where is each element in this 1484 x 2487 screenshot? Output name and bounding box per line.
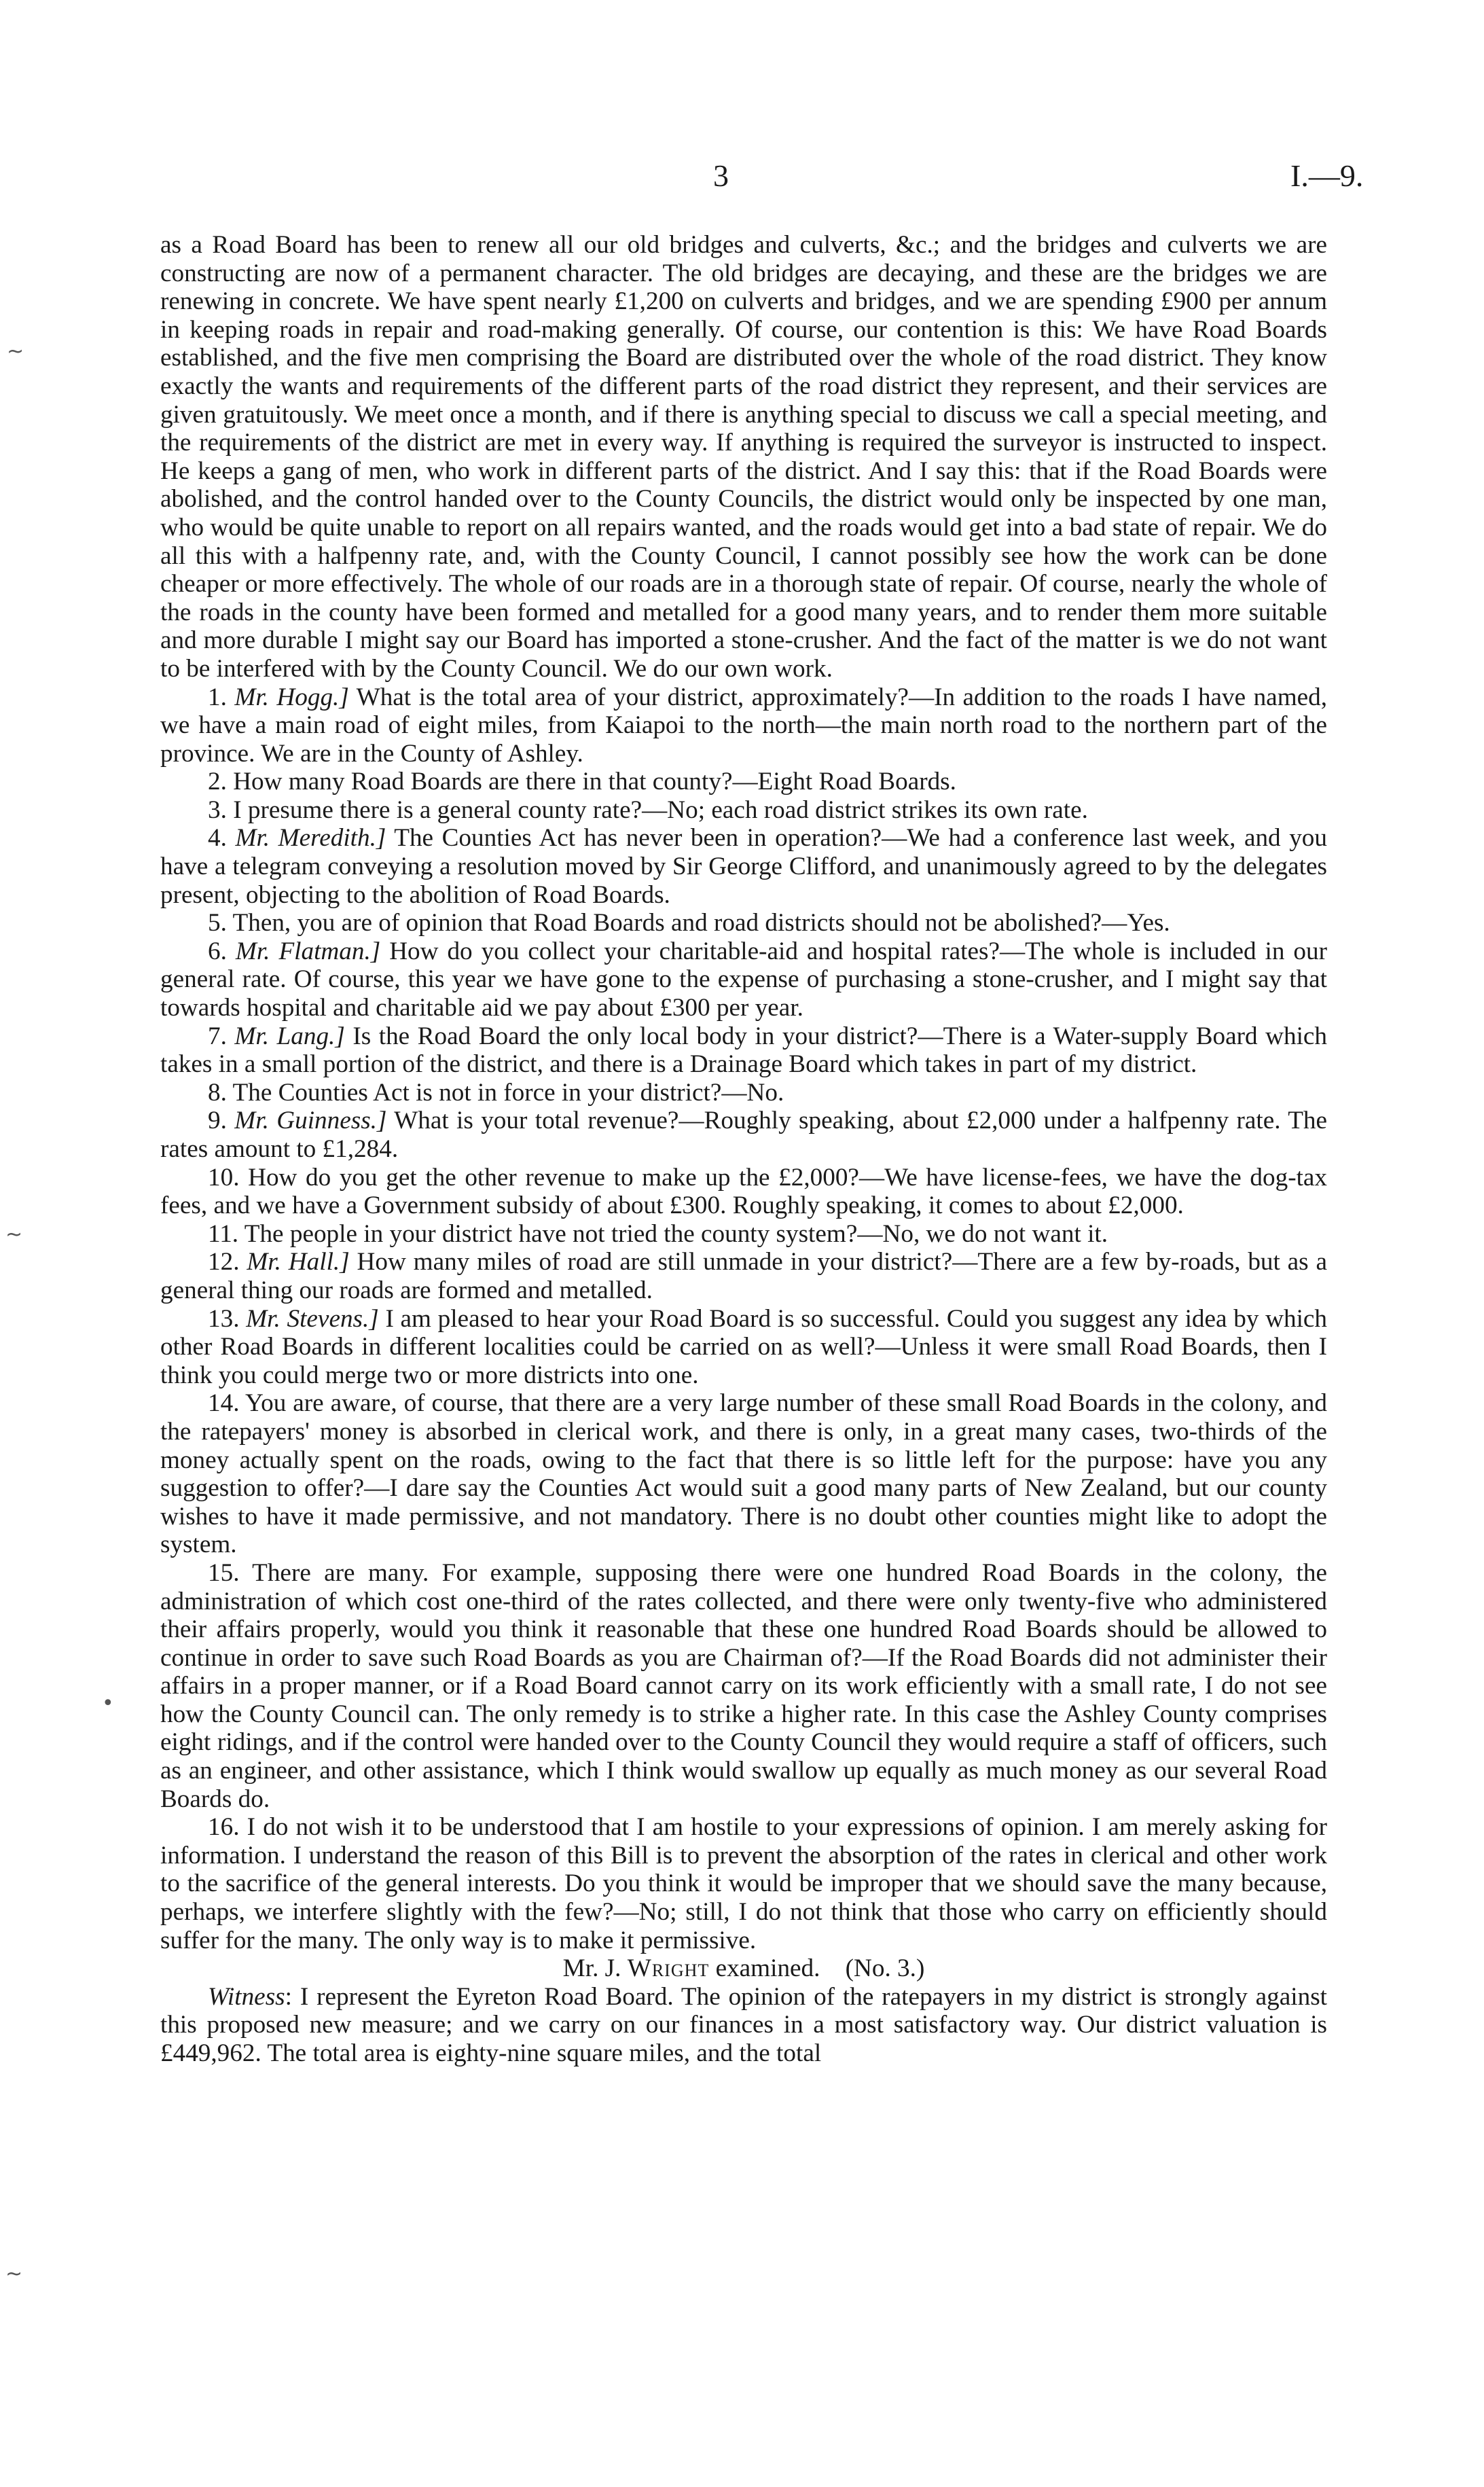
question-number: 7. [208, 1022, 227, 1050]
question-number: 14. [208, 1389, 240, 1418]
question-number: 15. [208, 1558, 240, 1587]
question-number: 12. [208, 1248, 240, 1276]
question-text: How many miles of road are still unmade in your district?—There are a few by-roads, but as a general thing our roads are formed and metalled. [160, 1248, 1327, 1304]
question-paragraph [160, 1389, 1327, 1559]
margin-mark: ~ [7, 340, 24, 363]
question-text: I presume there is a general county rate?—No; each road district strikes its own rate. [233, 795, 1088, 824]
question-text: The Counties Act is not in force in your district?—No. [232, 1078, 784, 1107]
question-text: Is the Road Board the only local body in your district?—There is a Water-supply Board which takes in a small portion of the district, and there is a Drainage Board which takes in part of my district. [160, 1022, 1327, 1079]
questioner-name: Mr. Hogg.] [234, 683, 349, 711]
question-paragraph [160, 909, 1327, 937]
question-number: 2. [208, 768, 227, 796]
question-text: How do you get the other revenue to make up the £2,000?—We have license-fees, we have the dog-tax fees, and we have a Government subsidy of about £300. Roughly speaking, it comes to about £2,000. [160, 1163, 1328, 1220]
question-number: 9. [208, 1107, 227, 1135]
opening-paragraph: as a Road Board has been to renew all our old bridges and culverts, &c.; and the bridges and culverts we are constructing are now of a permanent character. The old bridges are decaying, and these are the bridges we are renewing in concrete. We have spent nearly £1,200 on culverts and bridges, and we are spending £900 per annum in keeping roads in repair and road-making generally. Of course, our contention is this: We have Road Boards established, and the five men comprising the Board are distributed over the whole of the road district. They know exactly the wants and requirements of the different parts of the road district they represent, and their services are given gratuitously. We meet once a month, and if there is anything special to discuss we call a special meeting, and the requirements of the district are met in every way. If anything is required the surveyor is instructed to inspect. He keeps a gang of men, who work in different parts of the district. And I say this: that if the Road Boards were abolished, and the control handed over to the County Councils, the district would only be inspected by one man, who would be quite unable to report on all repairs wanted, and the roads would get into a bad state of repair. We do all this with a halfpenny rate, and, with the County Council, I cannot possibly see how the work can be done cheaper or more effectively. The whole of our roads are in a thorough state of repair. Of course, nearly the whole of the roads in the county have been formed and metalled for a good many years, and to render them more suitable and more durable I might say our Board has imported a stone-crusher. And the fact of the matter is we do not want to be interfered with by the County Council. We do our own work. [160, 231, 1327, 683]
question-text: The Counties Act has never been in operation?—We had a conference last week, and you have a telegram conveying a resolution moved by Sir George Clifford, and unanimously agreed to by the delegates present, objecting to the abolition of Road Boards. [160, 824, 1327, 909]
question-paragraph [160, 1305, 1327, 1390]
margin-mark: ~ [5, 1223, 23, 1247]
margin-mark: ~ [5, 2262, 23, 2286]
question-paragraph [160, 1079, 1327, 1107]
questioner-name: Mr. Stevens.] [246, 1304, 379, 1333]
questioner-name: Mr. Hall.] [247, 1248, 350, 1276]
question-number: 3. [208, 795, 227, 824]
question-number: 5. [208, 909, 227, 937]
question-text: You are aware, of course, that there are a very large number of these small Road Boards in the colony, and the ratepayers' money is absorbed in clerical work, and there is only, in a great many cases, two-thirds of the money actually spent on the roads, owing to the fact that there is so little left for the purpose: have you any suggestion to offer?—I dare say the Counties Act would suit a good many parts of New Zealand, but our county wishes to have it made permissive, and not mandatory. There is no doubt other counties might like to adopt the system. [160, 1389, 1327, 1559]
question-number: 16. [208, 1813, 240, 1842]
question-number: 8. [208, 1078, 227, 1107]
question-text: I am pleased to hear your Road Board is so successful. Could you suggest any idea by which other Road Boards in different localities could be carried on as well?—Unless it were small Road Boards, then I think you could merge two or more districts into one. [160, 1304, 1327, 1389]
question-text: What is the total area of your district, approximately?—In addition to the roads I have named, we have a main road of eight miles, from Kaiapoi to the north—the main north road to the northern part of the province. We are in the County of Ashley. [160, 683, 1328, 768]
question-number: 1. [208, 683, 227, 711]
questioner-name: Mr. Flatman.] [235, 937, 381, 965]
document-reference: I.—9. [1290, 158, 1364, 193]
question-number: 13. [208, 1304, 240, 1333]
questioner-name: Mr. Meredith.] [235, 824, 386, 853]
questioner-name: Mr. Guinness.] [234, 1107, 387, 1135]
page-number: 3 [713, 158, 729, 193]
question-paragraph [160, 683, 1327, 768]
question-paragraph [160, 768, 1327, 796]
question-number: 10. [208, 1163, 240, 1192]
witness-surname: Wright [627, 1954, 710, 1983]
question-paragraph [160, 937, 1327, 1022]
body-text [160, 231, 1327, 2068]
question-paragraph [160, 796, 1327, 825]
question-text: There are many. For example, supposing there were one hundred Road Boards in the colony, the administration of which cost one-third of the rates collected, and there were only twenty-five who administered their affairs properly, would you think it reasonable that these one hundred Road Boards should be allowed to continue in order to save such Road Boards as you are Chairman of?—If the Road Boards did not administer their affairs in a proper manner, or if a Road Board cannot carry on its work efficiently with a small rate, I do not see how the County Council can. The only remedy is to strike a higher rate. In this case the Ashley County comprises eight ridings, and if the control were handed over to the County Council they would require a staff of officers, such as an engineer, and other assistance, which I think would swallow up equally as much money as our several Road Boards do. [160, 1558, 1327, 1813]
question-text: Then, you are of opinion that Road Boards and road districts should not be abolished?—Yes. [232, 909, 1170, 937]
question-paragraph [160, 1220, 1327, 1249]
question-paragraph [160, 1022, 1327, 1079]
witness-text: : I represent the Eyreton Road Board. The opinion of the ratepayers in my district is strongly against this proposed new measure; and we carry on our finances in a most satisfactory way. Our district valuation is £449,962. The total area is eighty-nine square miles, and the total [160, 1982, 1327, 2067]
witness-heading-suffix: examined. [709, 1954, 820, 1983]
question-paragraph [160, 824, 1327, 909]
question-text: The people in your district have not tried the county system?—No, we do not want it. [244, 1219, 1108, 1248]
witness-number: (No. 3.) [845, 1954, 925, 1983]
question-number: 11. [208, 1219, 239, 1248]
question-text: How many Road Boards are there in that county?—Eight Road Boards. [233, 768, 956, 796]
witness-label: Witness [208, 1982, 285, 2011]
question-paragraph [160, 1164, 1327, 1220]
question-paragraph [160, 1248, 1327, 1304]
question-list [160, 683, 1327, 1955]
question-text: How do you collect your charitable-aid and hospital rates?—The whole is included in our general rate. Of course, this year we have gone to the expense of purchasing a stone-crusher, and I might say that towards hospital and charitable aid we pay about £300 per year. [160, 937, 1327, 1022]
question-paragraph [160, 1559, 1327, 1813]
question-number: 6. [208, 937, 227, 965]
margin-dot: • [102, 1692, 114, 1715]
witness-heading [160, 1954, 1327, 1983]
questioner-name: Mr. Lang.] [234, 1022, 345, 1050]
question-text: I do not wish it to be understood that I am hostile to your expressions of opinion. I am merely asking for information. I understand the reason of this Bill is to prevent the absorption of the rates in clerical and other work to the sacrifice of the general interests. Do you think it would be improper that we should save the many because, perhaps, we interfere slightly with the few?—No; still, I do not think that those who carry on efficiently should suffer for the many. The only way is to make it permissive. [160, 1813, 1328, 1954]
witness-statement [160, 1983, 1327, 2068]
question-paragraph [160, 1107, 1327, 1163]
question-paragraph [160, 1813, 1327, 1954]
witness-heading-prefix: Mr. J. [562, 1954, 628, 1983]
question-text: What is your total revenue?—Roughly speaking, about £2,000 under a halfpenny rate. The rates amount to £1,284. [160, 1107, 1328, 1163]
question-number: 4. [208, 824, 227, 853]
page-header [0, 158, 1484, 212]
